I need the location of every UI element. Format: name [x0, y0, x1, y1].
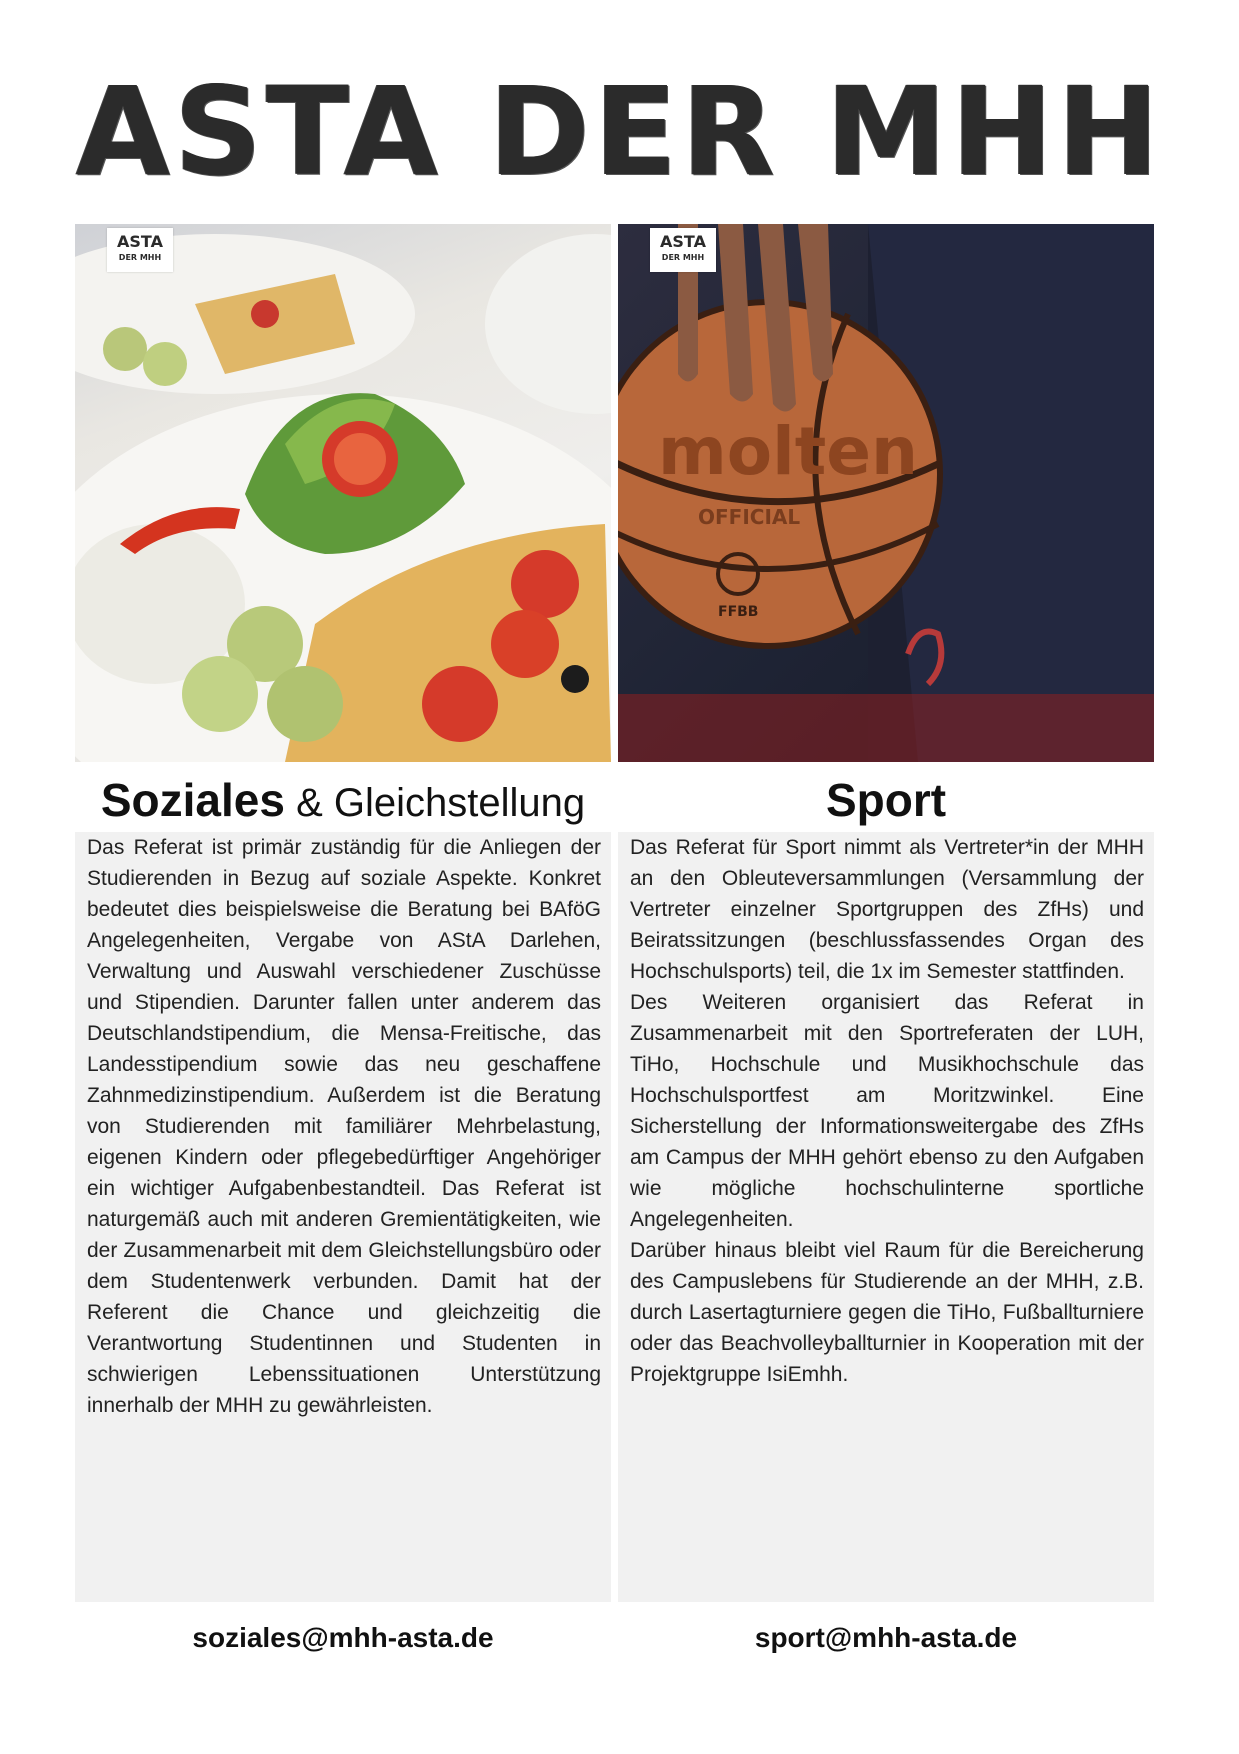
section-heading-soziales: Soziales & Gleichstellung	[100, 774, 586, 826]
svg-text:molten: molten	[658, 413, 919, 490]
section-heading-sport: Sport	[825, 774, 947, 826]
food-illustration	[75, 224, 611, 762]
soziales-email-link[interactable]: soziales@mhh-asta.de	[192, 1622, 494, 1653]
svg-text:OFFICIAL: OFFICIAL	[698, 505, 801, 529]
basketball-photo	[618, 224, 1154, 762]
asta-logo-badge: ASTA DER MHH	[650, 228, 716, 272]
paragraph: Des Weiteren organisiert das Referat in Zusammenarbeit mit den Sportreferaten der LUH, TiHo, Hochschule und Musikhochschule das Hochschulsportfest am Moritzwinkel. Eine Sicherstellung der Informationsweitergabe des ZfHs am Campus der MHH gehört ebenso zu den Aufgaben wie mögliche hochschulinterne sportliche Angelegenheiten.	[630, 991, 1144, 1231]
asta-logo-badge: ASTA DER MHH	[107, 228, 173, 272]
sport-email-link[interactable]: sport@mhh-asta.de	[754, 1622, 1018, 1653]
paragraph: Das Referat für Sport nimmt als Vertreter*in der MHH an den Obleuteversammlungen (Versammlung der Vertreter einzelner Sportgruppen des ZfHs) und Beiratssitzungen (beschlussfassendes Organ des Hochschulsports) teil, die 1x im Semester stattfinden.	[630, 836, 1144, 983]
soziales-description	[75, 832, 611, 1602]
basketball-illustration	[618, 224, 1154, 762]
svg-text:FFBB: FFBB	[718, 604, 759, 620]
page-title: ASTA DER MHH	[75, 61, 1164, 203]
sport-description	[618, 832, 1154, 1602]
paragraph: Das Referat ist primär zuständig für die Anliegen der Studierenden in Bezug auf soziale Aspekte. Konkret bedeutet dies beispielsweise die Beratung bei BAföG Angelegenheiten, Vergabe von AStA Darlehen, Verwaltung und Auswahl verschiedener Zuschüsse und Stipendien. Darunter fallen unter anderem das Deutschlandstipendium, die Mensa-Freitische, das Landesstipendium sowie das neu geschaffene Zahnmedizinstipendium. Außerdem ist die Beratung von Studierenden mit familiärer Mehrbelastung, eigenen Kindern oder pflegebedürftiger Angehöriger ein wichtiger Aufgabenbestandteil. Das Referat ist naturgemäß auch mit anderen Gremientätigkeiten, wie der Zusammenarbeit mit dem Gleichstellungsbüro oder dem Studentenwerk verbunden. Damit hat der Referent die Chance und gleichzeitig die Verantwortung Studentinnen und Studenten in schwierigen Lebenssituationen Unterstützung innerhalb der MHH zu gewährleisten.	[87, 836, 601, 1417]
paragraph: Darüber hinaus bleibt viel Raum für die Bereicherung des Campuslebens für Studierende an der MHH, z.B. durch Lasertagturniere gegen die TiHo, Fußballturniere oder das Beachvolleyballturnier in Kooperation mit der Projektgruppe IsiEmhh.	[630, 1239, 1144, 1386]
food-photo	[75, 224, 611, 762]
